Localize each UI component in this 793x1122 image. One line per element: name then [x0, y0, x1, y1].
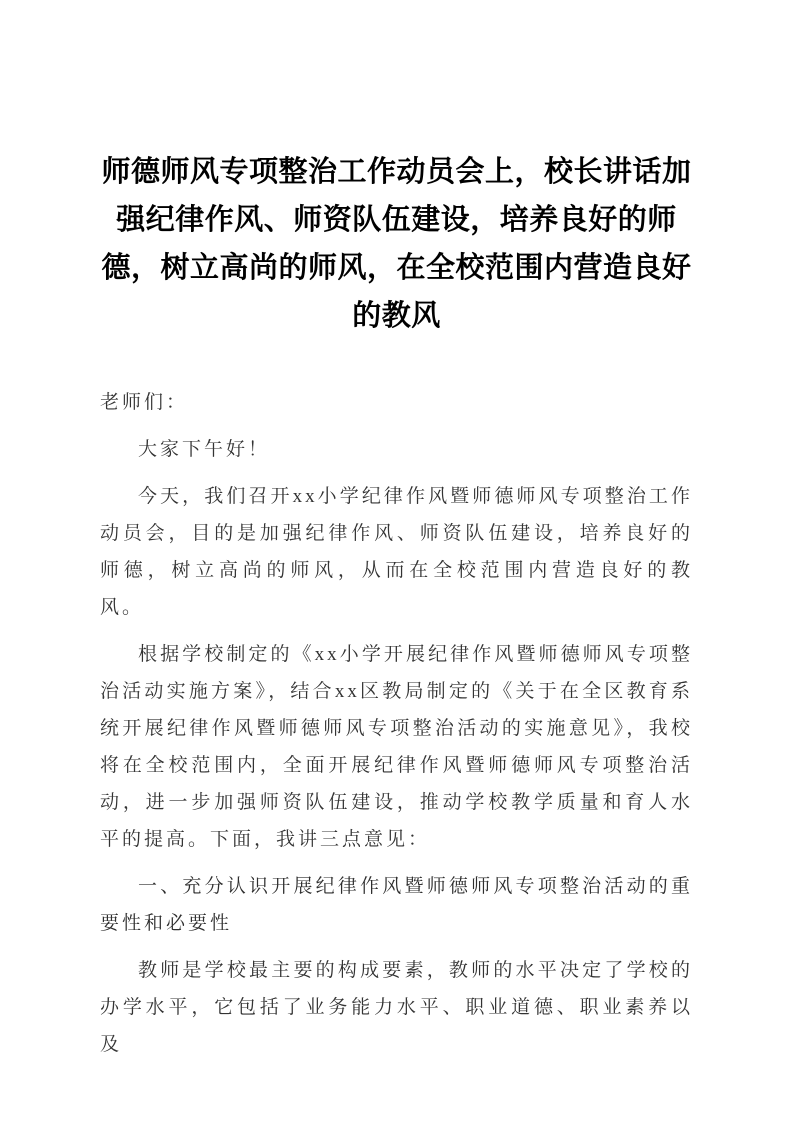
paragraph-teacher-role: 教师是学校最主要的构成要素，教师的水平决定了学校的办学水平，它包括了业务能力水平、职业道德、职业素养以及: [100, 960, 693, 1055]
document-title: 师德师风专项整治工作动员会上，校长讲话加强纪律作风、师资队伍建设，培养良好的师德，树立高尚的师风，在全校范围内营造良好的教风: [101, 156, 692, 332]
document-body: [100, 384, 693, 1063]
section-heading-1: 一、充分认识开展纪律作风暨师德师风专项整治活动的重要性和必要性: [100, 876, 693, 934]
paragraph-greeting: 大家下午好！: [138, 439, 271, 460]
paragraph-intro: 今天，我们召开xx小学纪律作风暨师德师风专项整治工作动员会，目的是加强纪律作风、师资队伍建设，培养良好的师德，树立高尚的师风，从而在全校范围内营造良好的教风。: [100, 486, 693, 618]
paragraph-basis: 根据学校制定的《xx小学开展纪律作风暨师德师风专项整治活动实施方案》，结合xx区教局制定的《关于在全区教育系统开展纪律作风暨师德师风专项整治活动的实施意见》，我校将在全校范围内，全面开展纪律作风暨师德师风专项整治活动，进一步加强师资队伍建设，推动学校教学质量和育人水平的提高。下面，我讲三点意见：: [100, 644, 693, 850]
paragraph-salutation: 老师们：: [100, 392, 189, 413]
